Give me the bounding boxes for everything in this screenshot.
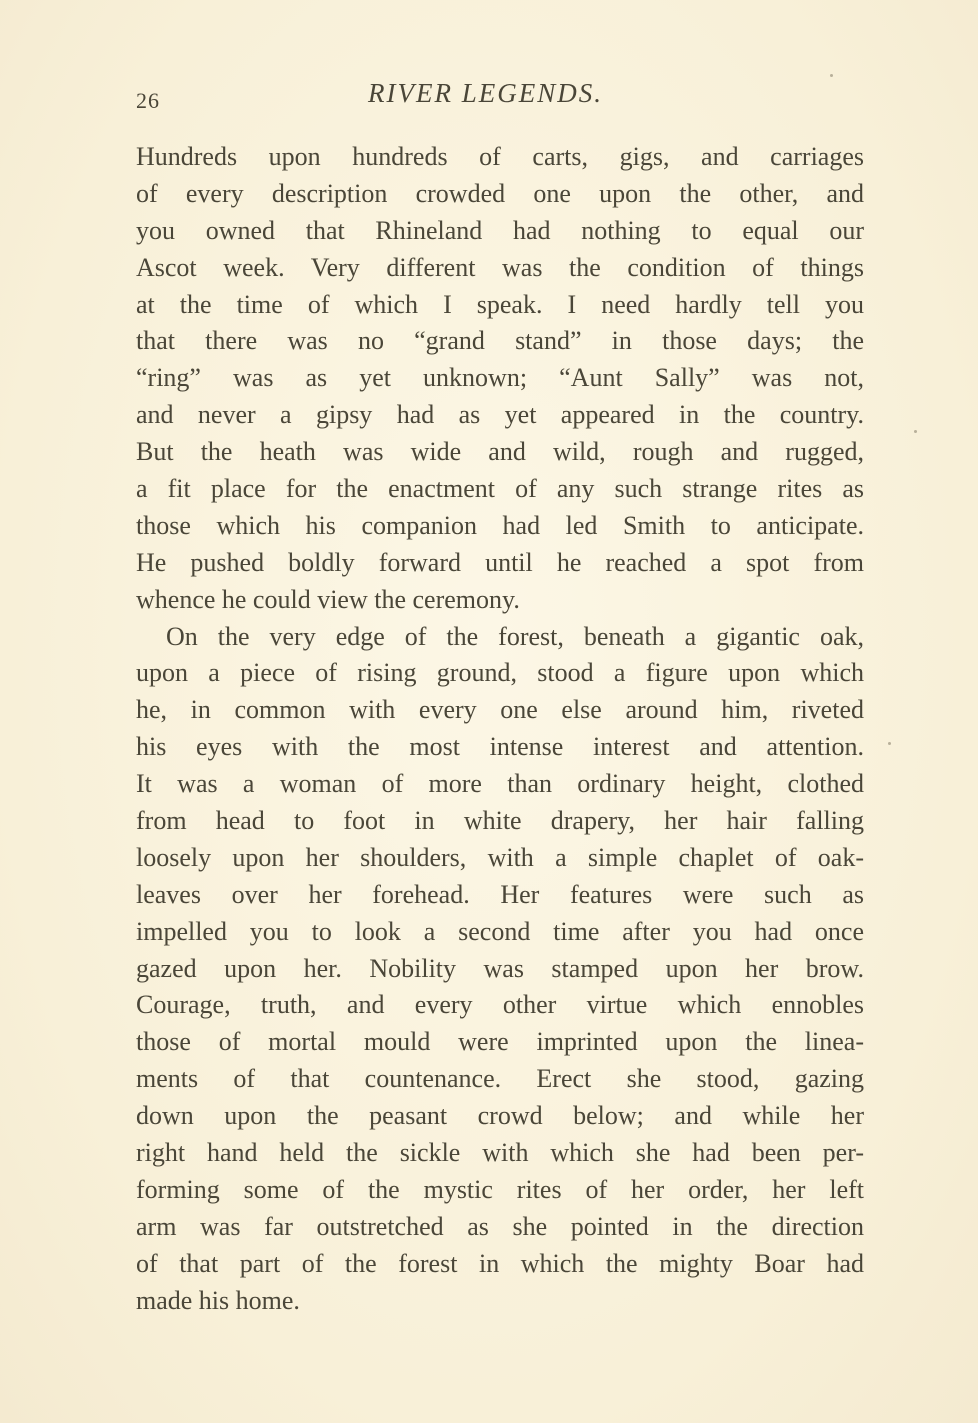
text-line: On the very edge of the forest, beneath a gigantic oak, — [166, 621, 864, 651]
text-line: that there was no “grand stand” in those days; the — [136, 326, 864, 356]
text-line: forming some of the mystic rites of her order, her left — [136, 1174, 864, 1204]
text-line: arm was far outstretched as she pointed in the direction — [136, 1211, 864, 1241]
running-head — [136, 78, 864, 118]
paper-speck — [830, 74, 833, 77]
text-line: and never a gipsy had as yet appeared in the country. — [136, 400, 864, 430]
text-line: whence he could view the ceremony. — [136, 584, 520, 614]
text-line: “ring” was as yet unknown; “Aunt Sally” was not, — [136, 363, 864, 393]
paragraph — [136, 139, 864, 619]
text-line: from head to foot in white drapery, her hair falling — [136, 806, 864, 836]
paragraph — [136, 619, 864, 1320]
text-line: a fit place for the enactment of any such strange rites as — [136, 474, 864, 504]
text-line: Ascot week. Very different was the condition of things — [136, 252, 864, 282]
text-line: ments of that countenance. Erect she stood, gazing — [136, 1064, 864, 1094]
text-line: impelled you to look a second time after you had once — [136, 916, 864, 946]
text-line: of that part of the forest in which the mighty Boar had — [136, 1248, 864, 1278]
text-line: made his home. — [136, 1285, 300, 1315]
text-line: at the time of which I speak. I need hardly tell you — [136, 289, 864, 319]
text-line: loosely upon her shoulders, with a simple chaplet of oak- — [136, 842, 864, 872]
text-line: down upon the peasant crowd below; and while her — [136, 1101, 864, 1131]
text-line: you owned that Rhineland had nothing to equal our — [136, 215, 864, 245]
text-line: Hundreds upon hundreds of carts, gigs, and carriages — [136, 142, 864, 171]
text-line: He pushed boldly forward until he reached a spot from — [136, 547, 864, 577]
body-text — [136, 139, 864, 1320]
text-line: of every description crowded one upon the other, and — [136, 178, 864, 208]
paper-speck — [888, 742, 891, 745]
text-line: Courage, truth, and every other virtue which ennobles — [136, 990, 864, 1020]
text-line: leaves over her forehead. Her features were such as — [136, 879, 864, 909]
text-line: But the heath was wide and wild, rough and rugged, — [136, 437, 864, 467]
text-line: It was a woman of more than ordinary height, clothed — [136, 769, 864, 799]
running-title: RIVER LEGENDS. — [368, 78, 603, 108]
text-line: those which his companion had led Smith to anticipate. — [136, 510, 864, 540]
text-line: he, in common with every one else around him, riveted — [136, 695, 864, 725]
text-line: his eyes with the most intense interest and attention. — [136, 732, 864, 762]
paper-speck — [914, 430, 917, 433]
text-line: gazed upon her. Nobility was stamped upon her brow. — [136, 953, 864, 983]
page-number: 26 — [136, 88, 160, 113]
text-line: right hand held the sickle with which she had been per- — [136, 1138, 864, 1168]
text-line: those of mortal mould were imprinted upon the linea- — [136, 1027, 864, 1057]
text-line: upon a piece of rising ground, stood a figure upon which — [136, 658, 864, 688]
